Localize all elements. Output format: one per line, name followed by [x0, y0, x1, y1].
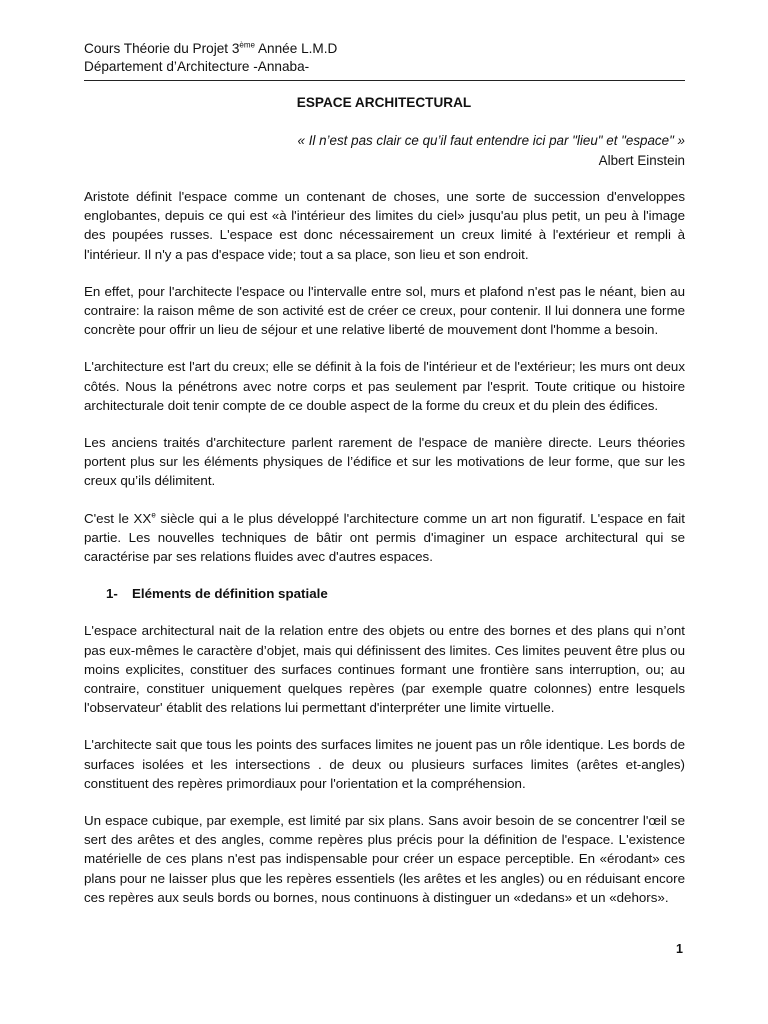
department-line: Département d’Architecture -Annaba-	[84, 59, 310, 74]
section-paragraph-3: Un espace cubique, par exemple, est limité par six plans. Sans avoir besoin de se concentrer l'œil se sert des arêtes et des angles, comme repères plus précis pour la définition de l'espace. L'existence matérielle de ces plans n'est pas indispensable pour créer un espace perceptible. En «érodant» ces plans pour ne laisser plus que les repères essentiels (les arêtes et les angles) ou en réduisant encore ces repères aux seuls bords ou bornes, nous continuons à distinguer un «dedans» et un «dehors».	[84, 813, 685, 905]
section-paragraph-1: L'espace architectural nait de la relation entre des objets ou entre des bornes et des plans qui n’ont pas eux-mêmes le caractère d’objet, mais qui définissent des limites. Ces limites peuvent être plus ou moins explicites, constituer des surfaces continues formant une frontière sans interruption, ou; au contraire, constituer uniquement quelques repères (par exemple quatre colonnes) entre lesquels l'observateur' établit des relations lui permettant d'interpréter une limite virtuelle.	[84, 623, 685, 716]
course-superscript: ème	[239, 40, 255, 50]
paragraph-2: En effet, pour l'architecte l'espace ou l'intervalle entre sol, murs et plafond n'est pas le néant, bien au contraire: la raison même de son activité est de créer ce creux, pour contenir. Il lui donnera une forme concrète pour offrir un lieu de séjour et une relative liberté de mouvement dont l'homme a besoin.	[84, 283, 685, 338]
epigraph-author: Albert Einstein	[598, 153, 685, 168]
section-number: 1-	[106, 586, 118, 602]
page-number: 1	[676, 942, 683, 956]
paragraph-1: Aristote définit l'espace comme un contenant de choses, une sorte de succession d'enveloppes englobantes, depuis ce qui est «à l'intérieur des limites du ciel» jusqu'au plus petit, un peu à l'image des poupées russes. L'espace est donc nécessairement un creux limité à l'extérieur et rempli à l'intérieur. Il n'y a pas d'espace vide; tout a sa place, son lieu et son endroit.	[84, 189, 685, 262]
header-rule	[84, 80, 685, 81]
document-title: ESPACE ARCHITECTURAL	[296, 95, 472, 110]
section-heading	[106, 584, 685, 603]
page-header	[84, 40, 337, 76]
section-paragraph-2: L'architecte sait que tous les points des surfaces limites ne jouent pas un rôle identique. Les bords de surfaces isolées et les intersections . de deux ou plusieurs surfaces limites (arêtes et-angles) constituent des repères primordiaux pour l'orientation et la compréhension.	[84, 737, 685, 791]
paragraph-4: Les anciens traités d'architecture parlent rarement de l'espace de manière directe. Leurs théories portent plus sur les éléments physiques de l’édifice et sur les motivations de leur forme, que sur les creux qu’ils délimitent.	[84, 435, 685, 489]
century-superscript: e	[151, 510, 156, 520]
course-line: Cours Théorie du Projet 3ème Année L.M.D	[84, 40, 338, 56]
paragraph-3: L'architecture est l'art du creux; elle se définit à la fois de l'intérieur et de l'extérieur; les murs ont deux côtés. Nous la pénétrons avec notre corps et pas seulement par l'esprit. Toute critique ou histoire architecturale doit tenir compte de ce double aspect de la forme du creux et du plein des édifices.	[84, 359, 685, 413]
section-title: Eléments de définition spatiale	[132, 586, 328, 602]
epigraph-quote: « Il n’est pas clair ce qu’il faut entendre ici par "lieu" et "espace" »	[297, 133, 685, 148]
epigraph	[298, 131, 685, 171]
paragraph-5: C'est le XXe siècle qui a le plus développé l'architecture comme un art non figuratif. L'espace en fait partie. Les nouvelles techniques de bâtir ont permis d'imaginer un espace architectural qui se caractérise par ses relations fluides avec d'autres espaces.	[84, 510, 685, 565]
document-body	[84, 187, 685, 925]
